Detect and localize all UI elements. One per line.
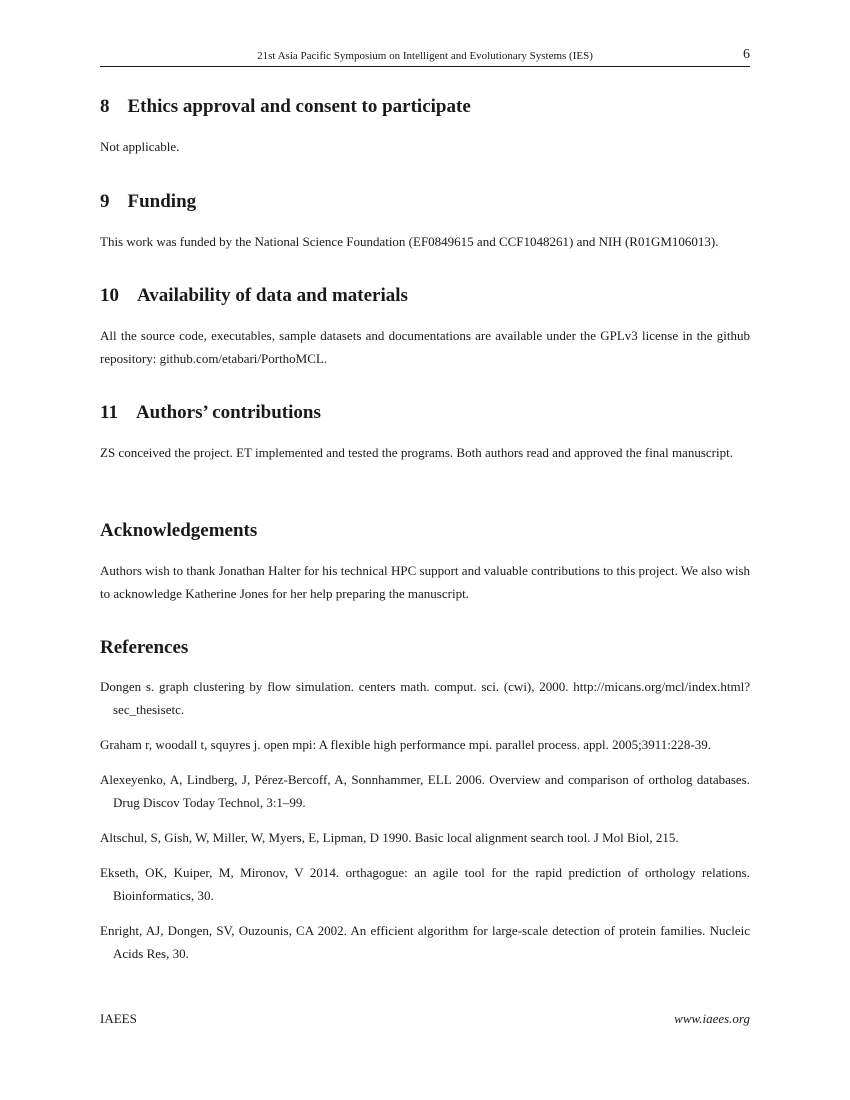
section-number: 10	[100, 285, 119, 306]
section-contributions	[100, 401, 750, 464]
section-ethics	[100, 95, 750, 158]
section-title: Acknowledgements	[100, 520, 258, 541]
section-acknowledgements	[100, 519, 750, 605]
section-heading	[100, 95, 750, 119]
section-number: 8	[100, 96, 110, 117]
reference-item: Enright, AJ, Dongen, SV, Ouzounis, CA 2002. An efficient algorithm for large-scale detection of protein families. Nucleic Acids Res, 30.	[100, 923, 750, 961]
footer-website: www.iaees.org	[674, 1011, 750, 1026]
reference-item: Ekseth, OK, Kuiper, M, Mironov, V 2014. orthagogue: an agile tool for the rapid prediction of orthology relations. Bioinformatics, 30.	[100, 865, 750, 903]
section-body: This work was funded by the National Science Foundation (EF0849615 and CCF1048261) and NIH (R01GM106013).	[100, 234, 719, 249]
section-number: 9	[100, 191, 110, 212]
section-heading	[100, 519, 750, 543]
section-body: Not applicable.	[100, 139, 180, 154]
section-title: Funding	[127, 191, 197, 212]
section-title: Authors’ contributions	[135, 402, 321, 423]
section-number: 11	[100, 402, 118, 423]
section-heading	[100, 284, 750, 308]
section-heading	[100, 401, 750, 425]
section-body: Authors wish to thank Jonathan Halter for his technical HPC support and valuable contributions to this project. We also wish to acknowledge Katherine Jones for her help preparing the manuscript.	[100, 563, 750, 601]
section-body: All the source code, executables, sample datasets and documentations are available under the GPLv3 license in the github repository: github.com/etabari/PorthoMCL.	[100, 328, 750, 366]
page-number: 6	[743, 47, 750, 62]
reference-item: Altschul, S, Gish, W, Miller, W, Myers, E, Lipman, D 1990. Basic local alignment search tool. J Mol Biol, 215.	[100, 830, 679, 845]
section-heading	[100, 190, 750, 214]
section-title: Ethics approval and consent to participate	[127, 96, 471, 117]
footer-publisher: IAEES	[100, 1011, 137, 1026]
section-title: Availability of data and materials	[137, 285, 408, 306]
references-heading-block	[100, 636, 750, 660]
section-body: ZS conceived the project. ET implemented and tested the programs. Both authors read and approved the final manuscript.	[100, 445, 733, 460]
section-availability	[100, 284, 750, 370]
reference-list	[100, 675, 750, 977]
reference-item: Dongen s. graph clustering by flow simulation. centers math. comput. sci. (cwi), 2000. http://micans.org/mcl/index.html?sec_thesisetc.	[100, 679, 750, 717]
reference-item: Alexeyenko, A, Lindberg, J, Pérez-Bercoff, A, Sonnhammer, ELL 2006. Overview and comparison of ortholog databases. Drug Discov Today Technol, 3:1–99.	[100, 772, 750, 810]
section-funding	[100, 190, 750, 253]
reference-item: Graham r, woodall t, squyres j. open mpi: A flexible high performance mpi. parallel process. appl. 2005;3911:228-39.	[100, 737, 711, 752]
references-heading: References	[100, 637, 189, 658]
paper-page	[100, 0, 750, 1100]
running-header	[100, 48, 750, 67]
header-title: 21st Asia Pacific Symposium on Intelligent and Evolutionary Systems (IES)	[257, 50, 593, 62]
